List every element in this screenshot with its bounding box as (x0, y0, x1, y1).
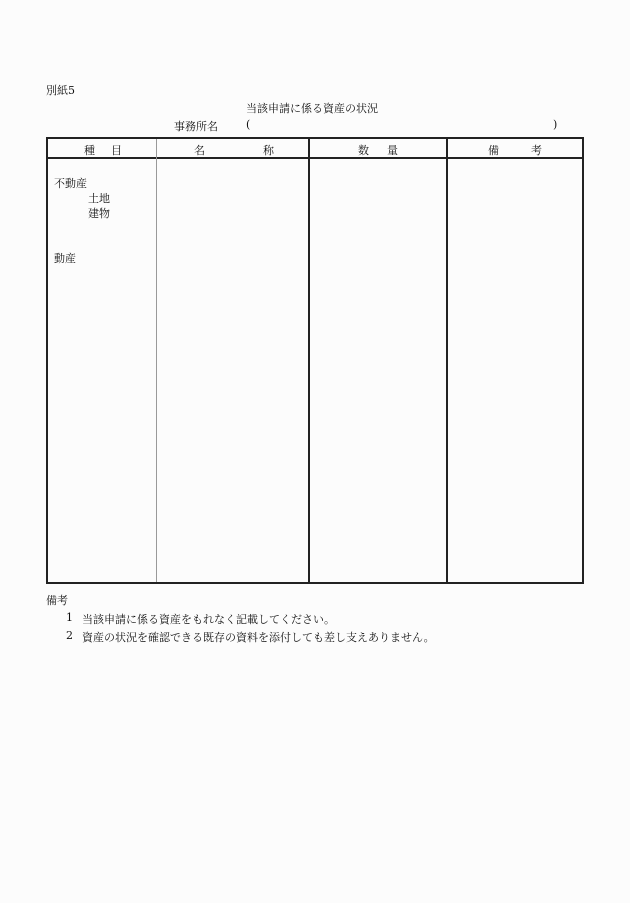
document-title: 当該申請に係る資産の状況 (246, 102, 378, 115)
header-char: 考 (531, 144, 542, 157)
note-text: 当該申請に係る資産をもれなく記載してください。 (82, 613, 335, 626)
header-char: 目 (111, 144, 122, 157)
notes-title: 備考 (46, 594, 68, 607)
column-divider (156, 139, 157, 582)
header-char: 量 (387, 144, 398, 157)
asset-table (46, 137, 584, 584)
category-land: 土地 (88, 192, 110, 205)
note-number: 1 (66, 611, 73, 624)
header-char: 種 (84, 144, 95, 157)
header-char: 備 (488, 144, 499, 157)
category-buildings: 建物 (88, 207, 110, 220)
category-movable-property: 動産 (54, 252, 76, 265)
note-number: 2 (66, 629, 73, 642)
header-name (194, 142, 274, 158)
category-real-estate: 不動産 (54, 177, 87, 190)
document-label: 別紙5 (46, 84, 75, 97)
header-char: 称 (263, 144, 274, 157)
office-name-open-paren: ( (246, 118, 251, 131)
header-category (84, 142, 122, 158)
note-text: 資産の状況を確認できる既存の資料を添付しても差し支えありません。 (82, 631, 435, 644)
column-divider (446, 139, 448, 582)
header-remarks (488, 142, 542, 158)
office-name-label: 事務所名 (174, 120, 218, 133)
header-char: 名 (194, 144, 205, 157)
office-name-close-paren: ) (553, 118, 558, 131)
column-divider (308, 139, 310, 582)
header-char: 数 (358, 144, 369, 157)
header-quantity (358, 142, 398, 158)
